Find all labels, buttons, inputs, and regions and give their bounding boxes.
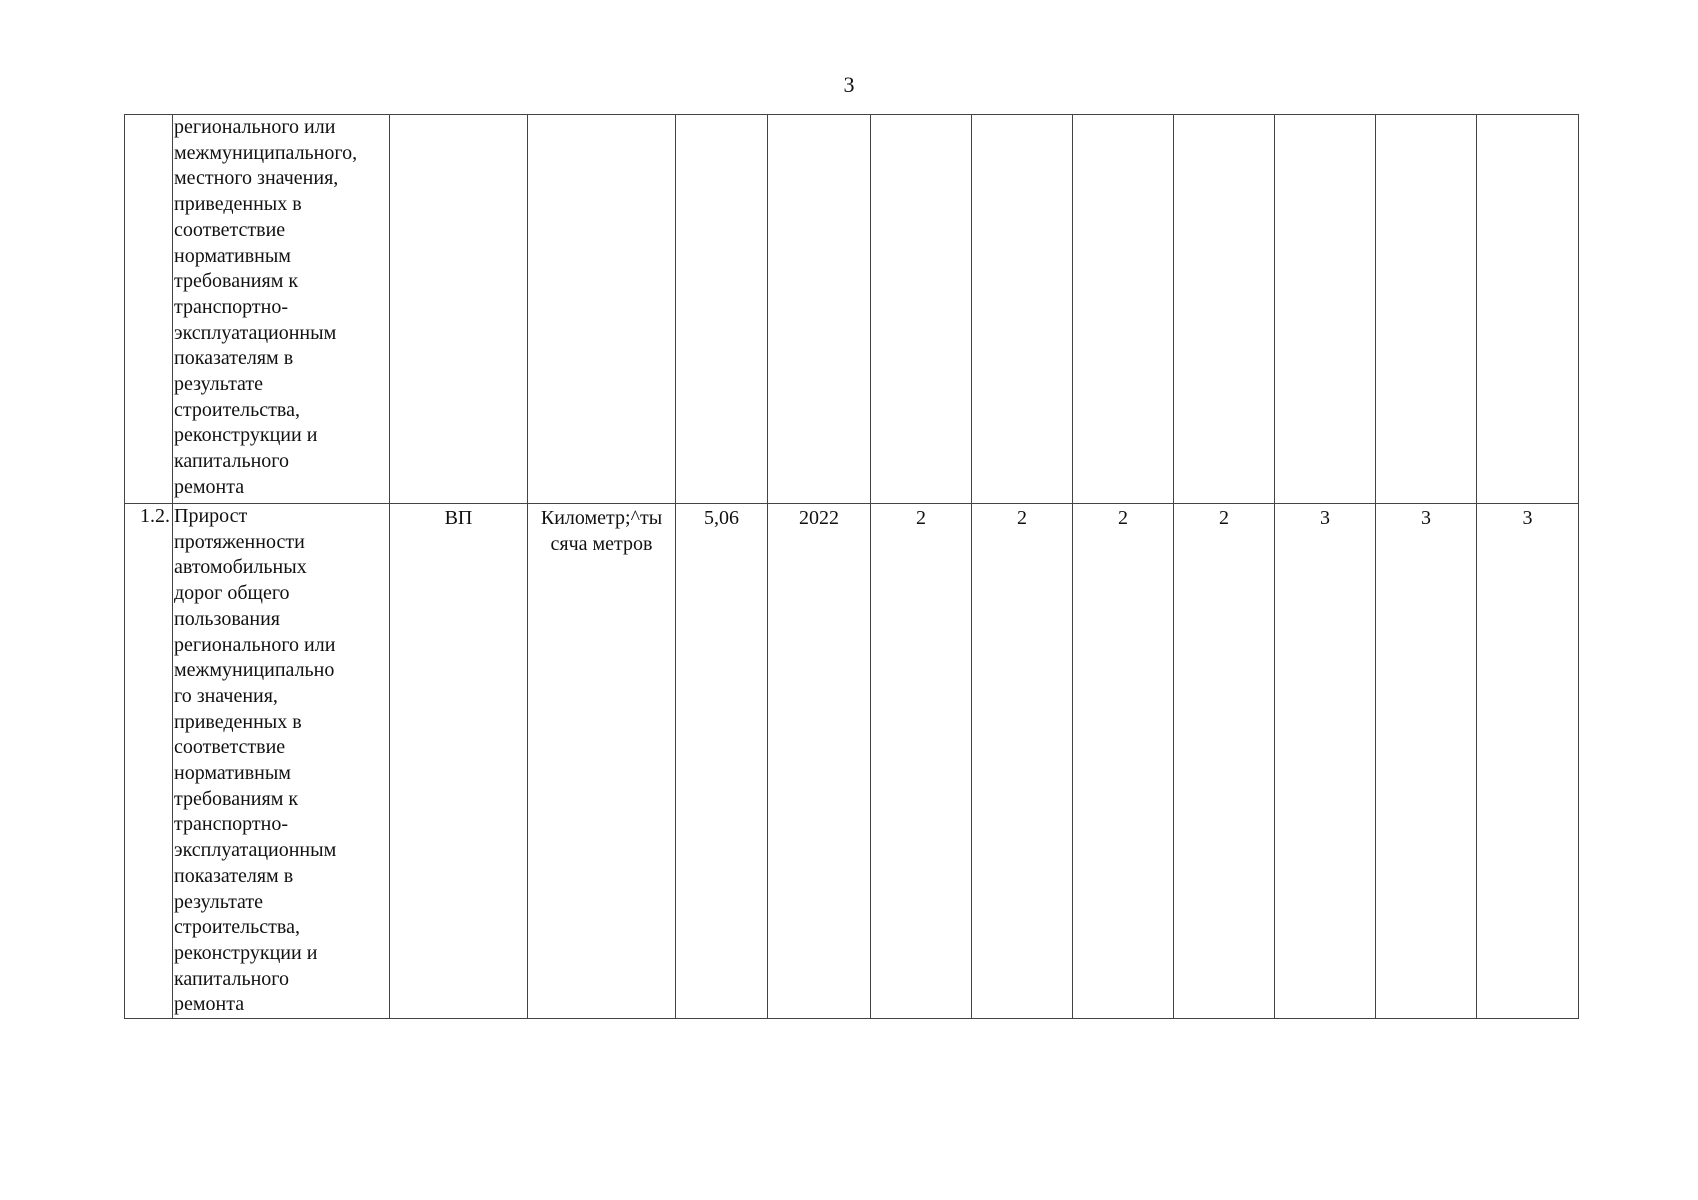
unit-line: сяча метров	[550, 532, 653, 555]
empty-cell	[528, 115, 676, 504]
name-line: регионального или	[174, 116, 336, 138]
name-line: реконструкции и	[174, 424, 318, 447]
name-line: го значения,	[174, 684, 278, 707]
row-index-cell	[125, 115, 173, 504]
value-cell: 2	[871, 504, 972, 1019]
name-line: строительства,	[174, 398, 300, 421]
empty-cell	[972, 115, 1073, 504]
name-line: эксплуатационным	[174, 321, 337, 344]
unit-line: Километр;^ты	[540, 507, 663, 529]
name-line: ремонта	[174, 993, 245, 1016]
name-line: транспортно-	[174, 813, 288, 836]
empty-cell	[390, 115, 528, 504]
row-index-cell: 1.2.	[125, 504, 173, 1019]
page-number: 3	[843, 72, 855, 97]
empty-cell	[676, 115, 768, 504]
name-line: капитального	[174, 450, 289, 473]
value-cell: 2	[1073, 504, 1174, 1019]
name-line: требованиям к	[174, 787, 299, 810]
name-line: транспортно-	[174, 295, 288, 318]
type-cell: ВП	[390, 504, 528, 1019]
name-line: нормативным	[174, 244, 291, 267]
name-line: требованиям к	[174, 270, 299, 293]
name-line: результате	[174, 373, 264, 396]
name-line: межмуниципально	[174, 659, 335, 682]
name-line: приведенных в	[174, 193, 302, 216]
name-line: протяженности	[174, 530, 305, 553]
name-line: автомобильных	[174, 556, 307, 579]
name-line: приведенных в	[174, 710, 302, 733]
name-line: показателям в	[174, 347, 294, 370]
name-line: ремонта	[174, 475, 245, 498]
name-line: результате	[174, 890, 264, 913]
empty-cell	[768, 115, 871, 504]
name-line: местного значения,	[174, 167, 339, 190]
empty-cell	[1073, 115, 1174, 504]
value-cell: 2	[972, 504, 1073, 1019]
name-line: показателям в	[174, 864, 294, 887]
value-cell: 2	[1174, 504, 1275, 1019]
name-line: эксплуатационным	[174, 839, 337, 862]
value-cell: 3	[1376, 504, 1477, 1019]
value-cell: 3	[1477, 504, 1579, 1019]
name-line: межмуниципального,	[174, 141, 358, 164]
empty-cell	[871, 115, 972, 504]
empty-cell	[1477, 115, 1579, 504]
name-line: соответствие	[174, 736, 286, 759]
empty-cell	[1174, 115, 1275, 504]
name-line: реконструкции и	[174, 941, 318, 964]
empty-cell	[1275, 115, 1376, 504]
name-line: дорог общего	[174, 582, 290, 605]
indicator-name-cell	[173, 504, 390, 1019]
name-line: пользования	[174, 607, 280, 630]
name-line: соответствие	[174, 218, 286, 241]
base-year-cell: 2022	[768, 504, 871, 1019]
name-line: нормативным	[174, 762, 291, 785]
base-value-cell: 5,06	[676, 504, 768, 1019]
name-line: Прирост	[174, 505, 248, 527]
indicator-table	[124, 114, 1579, 1019]
name-line: регионального или	[174, 633, 336, 656]
table-row	[125, 115, 1579, 504]
indicator-name-cell	[173, 115, 390, 504]
table-row	[125, 504, 1579, 1019]
empty-cell	[1376, 115, 1477, 504]
name-line: капитального	[174, 967, 289, 990]
value-cell: 3	[1275, 504, 1376, 1019]
unit-cell	[528, 504, 676, 1019]
name-line: строительства,	[174, 916, 300, 939]
